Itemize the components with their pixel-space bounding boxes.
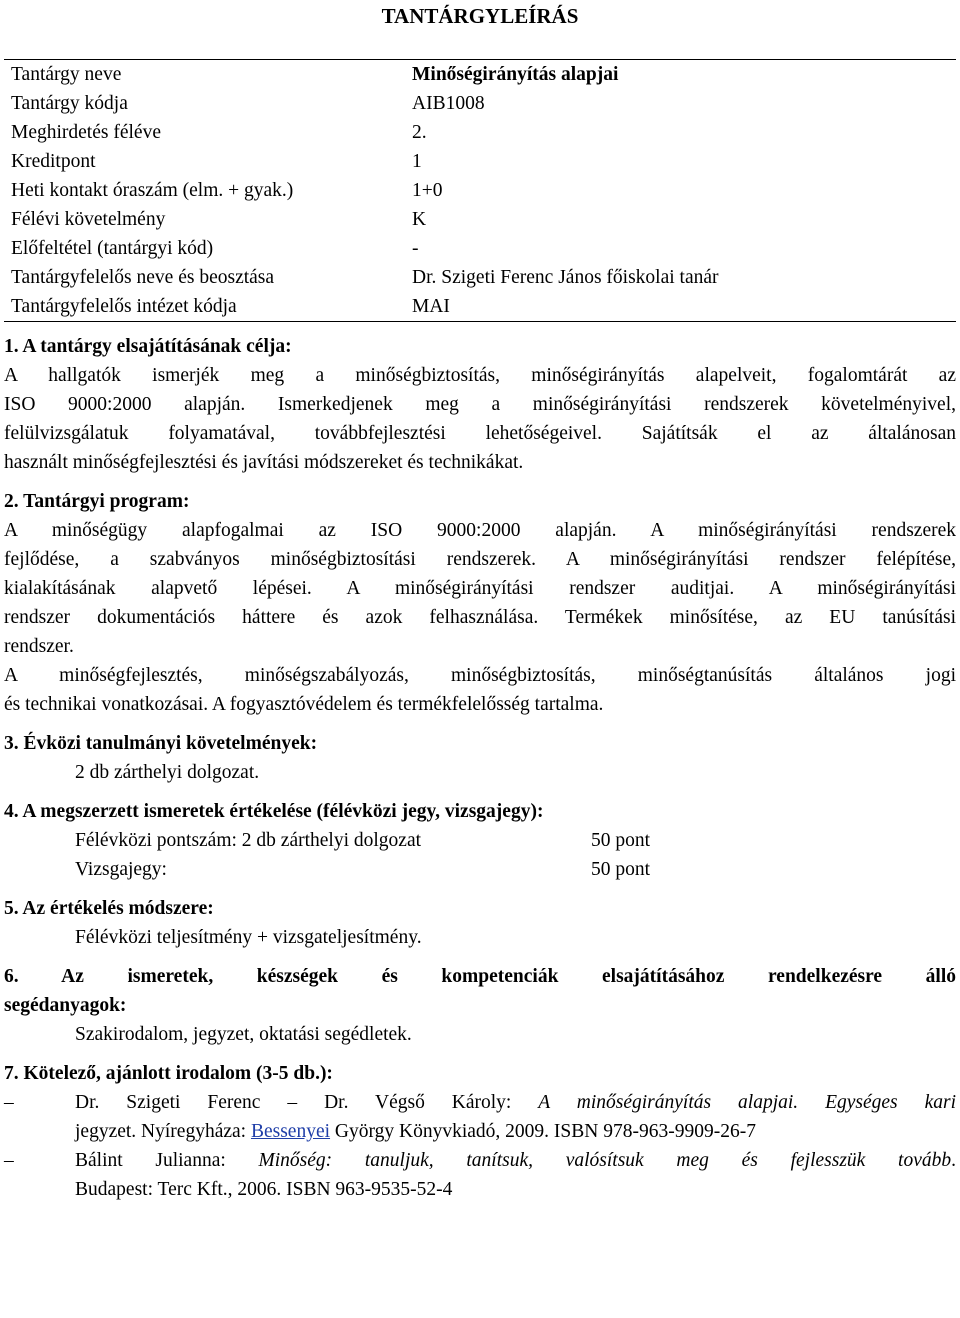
info-row [4,176,956,205]
section-1 [4,332,956,477]
literature-line [75,1117,956,1146]
evaluation-label: Vizsgajegy: [75,859,167,880]
literature-text: jegyzet. Nyíregyháza: [75,1121,251,1142]
info-value: - [412,238,419,259]
section-5-title: 5. Az értékelés módszere: [4,898,214,919]
info-row [4,60,956,90]
literature-item [4,1088,956,1146]
section-4 [4,797,956,884]
literature-line [75,1146,956,1175]
info-key: Meghirdetés féléve [11,122,161,143]
section-2-line: és technikai vonatkozásai. A fogyasztóvédelem és termékfelelősség tartalma. [4,694,604,715]
section-2-title: 2. Tantárgyi program: [4,491,190,512]
section-5 [4,894,956,952]
section-7 [4,1059,956,1204]
section-2-line: A minőségfejlesztés, minőségszabályozás, minőségbiztosítás, minőségtanúsítás általános jogi [4,665,956,686]
section-6-title-cont: segédanyagok: [4,995,127,1016]
info-row [4,292,956,322]
info-value: K [412,209,427,230]
course-info-table [4,59,956,322]
section-2-line: rendszer dokumentációs háttere és azok felhasználása. Termékek minősítése, az EU tanúsítási [4,607,956,628]
info-row [4,263,956,292]
section-1-line: A hallgatók ismerjék meg a minőségbiztosítás, minőségirányítás alapelveit, fogalomtárát az [4,365,956,386]
section-2-line: fejlődése, a szabványos minőségbiztosítási rendszerek. A minőségirányítási rendszer felépítése, [4,549,956,570]
info-key: Kreditpont [11,151,96,172]
section-2-line: rendszer. [4,636,74,657]
literature-authors: Bálint Julianna: [75,1150,259,1171]
info-row [4,89,956,118]
section-1-line: ISO 9000:2000 alapján. Ismerkedjenek meg a minőségirányítási rendszerek követelményivel, [4,394,956,415]
section-2-line: A minőségügy alapfogalmai az ISO 9000:2000 alapján. A minőségirányítási rendszerek [4,520,956,541]
literature-text: György Könyvkiadó, 2009. ISBN 978-963-9909-26-7 [330,1121,756,1142]
section-1-title: 1. A tantárgy elsajátításának célja: [4,336,292,357]
section-3 [4,729,956,787]
info-value: MAI [412,296,450,317]
literature-text: . [951,1150,956,1171]
list-dash: – [4,1092,14,1113]
info-value: 1 [412,151,422,172]
section-6-text: Szakirodalom, jegyzet, oktatási segédletek. [75,1024,412,1045]
info-value: Dr. Szigeti Ferenc János főiskolai tanár [412,267,719,288]
evaluation-row [4,826,956,855]
info-value: 2. [412,122,427,143]
info-key: Tantárgy neve [4,60,406,90]
section-3-text: 2 db zárthelyi dolgozat. [75,762,260,783]
literature-title: A minőségirányítás alapjai. Egységes kari [538,1092,956,1113]
document-title: TANTÁRGYLEÍRÁS [381,4,579,28]
section-1-line: felülvizsgálatuk folyamatával, továbbfejlesztési lehetőségeivel. Sajátítsák el az általánosan [4,423,956,444]
info-key: Heti kontakt óraszám (elm. + gyak.) [11,180,294,201]
info-key: Tantárgy kódja [11,93,128,114]
info-value: Minőségirányítás alapjai [406,60,956,90]
section-6 [4,962,956,1049]
evaluation-label: Félévközi pontszám: 2 db zárthelyi dolgozat [75,830,422,851]
info-key: Tantárgyfelelős intézet kódja [11,296,237,317]
literature-title: Minőség: tanuljuk, tanítsuk, valósítsuk meg és fejlesszük tovább [258,1150,952,1171]
section-1-line: használt minőségfejlesztési és javítási módszereket és technikákat. [4,452,524,473]
literature-item [4,1146,956,1204]
literature-line [75,1088,956,1117]
info-value: AIB1008 [412,93,485,114]
section-2-line: kialakításának alapvető lépései. A minőségirányítási rendszer auditjai. A minőségirányítási [4,578,956,599]
info-value: 1+0 [412,180,443,201]
info-key: Tantárgyfelelős neve és beosztása [11,267,275,288]
info-row [4,147,956,176]
info-row [4,234,956,263]
info-key: Félévi követelmény [11,209,166,230]
info-key: Előfeltétel (tantárgyi kód) [11,238,214,259]
evaluation-points: 50 pont [591,830,651,851]
info-row [4,118,956,147]
evaluation-row [4,855,956,884]
info-row [4,205,956,234]
bessenyei-link[interactable]: Bessenyei [250,1121,331,1142]
evaluation-points: 50 pont [591,859,651,880]
literature-authors: Dr. Szigeti Ferenc – Dr. Végső Károly: [75,1092,539,1113]
section-4-title: 4. A megszerzett ismeretek értékelése (félévközi jegy, vizsgajegy): [4,801,544,822]
section-5-text: Félévközi teljesítmény + vizsgateljesítmény. [75,927,422,948]
section-2 [4,487,956,719]
literature-line: Budapest: Terc Kft., 2006. ISBN 963-9535-52-4 [75,1179,453,1200]
list-dash: – [4,1150,14,1171]
section-6-title: 6. Az ismeretek, készségek és kompetenciák elsajátításához rendelkezésre álló [4,966,956,987]
section-7-title: 7. Kötelező, ajánlott irodalom (3-5 db.): [4,1063,333,1084]
section-3-title: 3. Évközi tanulmányi követelmények: [4,733,318,754]
